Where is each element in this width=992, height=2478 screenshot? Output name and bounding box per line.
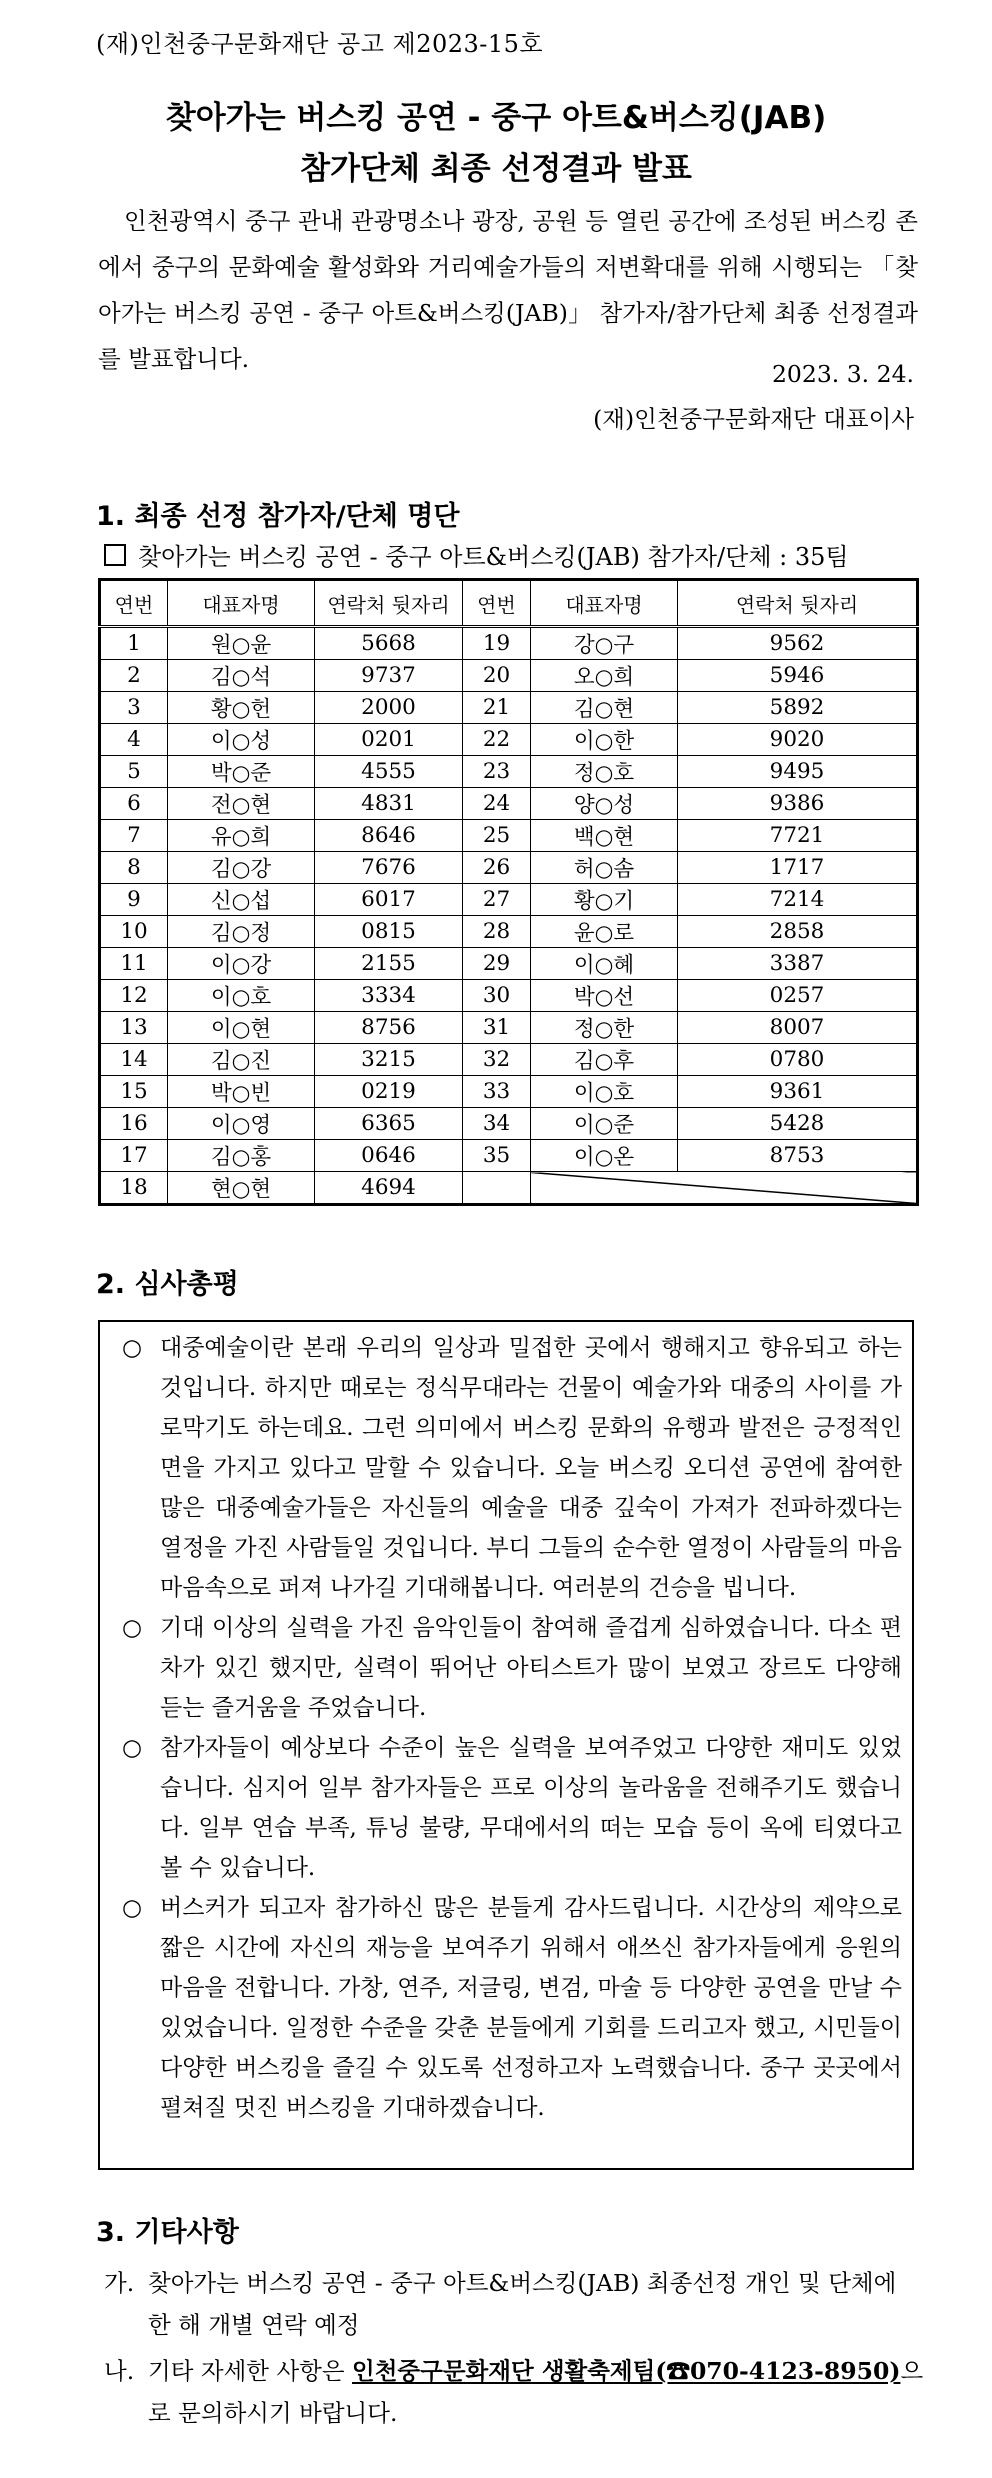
- table-row: [100, 692, 918, 724]
- table-row: [100, 1076, 918, 1108]
- table-row: [100, 1044, 918, 1076]
- etc-item-text: 찾아가는 버스킹 공연 - 중구 아트&버스킹(JAB) 최종선정 개인 및 단체에 한 해 개별 연락 예정: [148, 2269, 897, 2339]
- table-cell: 현○현: [168, 1172, 315, 1205]
- column-header: 대표자명: [168, 580, 315, 627]
- table-cell: 11: [100, 948, 168, 980]
- table-row: [100, 1172, 918, 1205]
- table-cell: 22: [463, 724, 531, 756]
- table-cell: 0780: [678, 1044, 918, 1076]
- empty-cell: [463, 1172, 531, 1205]
- table-cell: 14: [100, 1044, 168, 1076]
- table-cell: 7214: [678, 884, 918, 916]
- announcement-date: 2023. 3. 24.: [771, 360, 914, 388]
- table-cell: 김○정: [168, 916, 315, 948]
- table-cell: 이○현: [168, 1012, 315, 1044]
- table-row: [100, 916, 918, 948]
- table-cell: 34: [463, 1108, 531, 1140]
- table-cell: 이○한: [531, 724, 678, 756]
- etc-item-marker: 나.: [104, 2357, 135, 2385]
- table-cell: 5668: [315, 627, 463, 660]
- table-cell: 2858: [678, 916, 918, 948]
- table-cell: 8007: [678, 1012, 918, 1044]
- table-cell: 3: [100, 692, 168, 724]
- table-row: [100, 820, 918, 852]
- table-cell: 이○온: [531, 1140, 678, 1172]
- table-cell: 7721: [678, 820, 918, 852]
- table-cell: 8646: [315, 820, 463, 852]
- etc-item-1: [104, 2262, 924, 2346]
- table-cell: 9562: [678, 627, 918, 660]
- table-cell: 23: [463, 756, 531, 788]
- column-header: 연락처 뒷자리: [315, 580, 463, 627]
- table-cell: 원○윤: [168, 627, 315, 660]
- intro-paragraph: 인천광역시 중구 관내 관광명소나 광장, 공원 등 열린 공간에 조성된 버스킹 존에서 중구의 문화예술 활성화와 거리예술가들의 저변확대를 위해 시행되는 「찾아가는 버스킹 공연 - 중구 아트&버스킹(JAB)」 참가자/참가단체 최종 선정결과를 발표합니다.: [98, 207, 918, 373]
- table-cell: 26: [463, 852, 531, 884]
- table-cell: 0219: [315, 1076, 463, 1108]
- column-header: 연번: [463, 580, 531, 627]
- table-cell: 8: [100, 852, 168, 884]
- page-subtitle: 참가단체 최종 선정결과 발표: [300, 151, 692, 187]
- circle-bullet-icon: ○: [122, 1895, 143, 1921]
- table-cell: 29: [463, 948, 531, 980]
- table-cell: 16: [100, 1108, 168, 1140]
- etc-item-marker: 가.: [104, 2269, 135, 2297]
- table-cell: 18: [100, 1172, 168, 1205]
- table-cell: 강○구: [531, 627, 678, 660]
- table-cell: 9495: [678, 756, 918, 788]
- table-row: [100, 852, 918, 884]
- table-cell: 19: [463, 627, 531, 660]
- table-cell: 4831: [315, 788, 463, 820]
- review-list: [122, 1328, 902, 2128]
- etc-item-2: [104, 2350, 924, 2434]
- page-title: 찾아가는 버스킹 공연 - 중구 아트&버스킹(JAB): [165, 100, 827, 136]
- selected-participants-table: [98, 578, 919, 1206]
- table-cell: 이○호: [168, 980, 315, 1012]
- column-header: 연락처 뒷자리: [678, 580, 918, 627]
- empty-cell-slashed: [531, 1172, 918, 1205]
- table-cell: 김○홍: [168, 1140, 315, 1172]
- table-cell: 9361: [678, 1076, 918, 1108]
- table-cell: 박○선: [531, 980, 678, 1012]
- table-header-row: [100, 580, 918, 627]
- table-cell: 김○강: [168, 852, 315, 884]
- review-paragraph-text: 기대 이상의 실력을 가진 음악인들이 참여해 즐겁게 심하였습니다. 다소 편차가 있긴 했지만, 실력이 뛰어난 아티스트가 많이 보였고 장르도 다양해 듣는 즐거움을 주었습니다.: [160, 1615, 902, 1721]
- table-cell: 이○혜: [531, 948, 678, 980]
- roster-subheading-text: 찾아가는 버스킹 공연 - 중구 아트&버스킹(JAB) 참가자/단체 : 35팀: [138, 543, 849, 571]
- table-cell: 정○호: [531, 756, 678, 788]
- review-paragraph: [122, 1608, 902, 1728]
- notice-number: (재)인천중구문화재단 공고 제2023-15호: [96, 30, 544, 58]
- table-cell: 이○영: [168, 1108, 315, 1140]
- column-header: 연번: [100, 580, 168, 627]
- checkbox-square-icon: [104, 544, 126, 566]
- table-cell: 0815: [315, 916, 463, 948]
- section-1-heading: 1. 최종 선정 참가자/단체 명단: [96, 501, 460, 532]
- table-row: [100, 756, 918, 788]
- table-cell: 3334: [315, 980, 463, 1012]
- table-cell: 박○준: [168, 756, 315, 788]
- table-cell: 6365: [315, 1108, 463, 1140]
- review-paragraph: [122, 1728, 902, 1888]
- etc-item-text: [104, 2350, 924, 2434]
- review-paragraph: [122, 1888, 902, 2128]
- table-cell: 정○한: [531, 1012, 678, 1044]
- table-cell: 9737: [315, 660, 463, 692]
- table-cell: 김○현: [531, 692, 678, 724]
- table-cell: 백○현: [531, 820, 678, 852]
- table-cell: 3215: [315, 1044, 463, 1076]
- table-cell: 김○석: [168, 660, 315, 692]
- circle-bullet-icon: ○: [122, 1615, 143, 1641]
- table-cell: 황○헌: [168, 692, 315, 724]
- table-cell: 33: [463, 1076, 531, 1108]
- table-row: [100, 948, 918, 980]
- table-row: [100, 1140, 918, 1172]
- table-cell: 8753: [678, 1140, 918, 1172]
- table-cell: 7676: [315, 852, 463, 884]
- table-cell: 5946: [678, 660, 918, 692]
- table-cell: 이○성: [168, 724, 315, 756]
- table-cell: 박○빈: [168, 1076, 315, 1108]
- table-cell: 6: [100, 788, 168, 820]
- table-cell: 0257: [678, 980, 918, 1012]
- table-cell: 8756: [315, 1012, 463, 1044]
- table-cell: 28: [463, 916, 531, 948]
- table-cell: 신○섭: [168, 884, 315, 916]
- table-row: [100, 788, 918, 820]
- table-cell: 허○솜: [531, 852, 678, 884]
- etc-item-suffix: 으로 문의하시기 바랍니다.: [148, 2357, 924, 2427]
- table-cell: 31: [463, 1012, 531, 1044]
- table-cell: 9020: [678, 724, 918, 756]
- table-cell: 1: [100, 627, 168, 660]
- table-row: [100, 884, 918, 916]
- etc-item-prefix: 기타 자세한 사항은: [148, 2357, 353, 2385]
- table-cell: 0201: [315, 724, 463, 756]
- table-cell: 2000: [315, 692, 463, 724]
- table-cell: 김○진: [168, 1044, 315, 1076]
- table-cell: 17: [100, 1140, 168, 1172]
- table-cell: 35: [463, 1140, 531, 1172]
- table-cell: 5892: [678, 692, 918, 724]
- table-cell: 27: [463, 884, 531, 916]
- circle-bullet-icon: ○: [122, 1335, 143, 1361]
- table-cell: 양○성: [531, 788, 678, 820]
- table-row: [100, 724, 918, 756]
- table-cell: 12: [100, 980, 168, 1012]
- table-cell: 0646: [315, 1140, 463, 1172]
- column-header: 대표자명: [531, 580, 678, 627]
- table-cell: 9386: [678, 788, 918, 820]
- table-cell: 4: [100, 724, 168, 756]
- table-row: [100, 980, 918, 1012]
- table-cell: 13: [100, 1012, 168, 1044]
- table-cell: 이○강: [168, 948, 315, 980]
- table-cell: 황○기: [531, 884, 678, 916]
- table-cell: 이○준: [531, 1108, 678, 1140]
- table-cell: 5: [100, 756, 168, 788]
- section-3-heading: 3. 기타사항: [96, 2217, 239, 2248]
- table-cell: 6017: [315, 884, 463, 916]
- table-cell: 5428: [678, 1108, 918, 1140]
- table-cell: 21: [463, 692, 531, 724]
- table-cell: 25: [463, 820, 531, 852]
- table-cell: 30: [463, 980, 531, 1012]
- roster-subheading: [104, 537, 849, 572]
- table-cell: 20: [463, 660, 531, 692]
- contact-info: 인천중구문화재단 생활축제팀(☎070-4123-8950): [352, 2357, 901, 2385]
- table-row: [100, 1012, 918, 1044]
- table-cell: 15: [100, 1076, 168, 1108]
- table-cell: 7: [100, 820, 168, 852]
- table-cell: 10: [100, 916, 168, 948]
- table-cell: 유○희: [168, 820, 315, 852]
- table-cell: 9: [100, 884, 168, 916]
- table-cell: 24: [463, 788, 531, 820]
- review-paragraph-text: 참가자들이 예상보다 수준이 높은 실력을 보여주었고 다양한 재미도 있었습니다. 심지어 일부 참가자들은 프로 이상의 놀라움을 전해주기도 했습니다. 일부 연습 부족, 튜닝 불량, 무대에서의 떠는 모습 등이 옥에 티였다고 볼 수 있습니다.: [160, 1735, 902, 1881]
- table-cell: 전○현: [168, 788, 315, 820]
- table-cell: 김○후: [531, 1044, 678, 1076]
- circle-bullet-icon: ○: [122, 1735, 143, 1761]
- table-cell: 4555: [315, 756, 463, 788]
- table-row: [100, 660, 918, 692]
- table-row: [100, 627, 918, 660]
- table-cell: 2155: [315, 948, 463, 980]
- review-paragraph: [122, 1328, 902, 1608]
- table-cell: 1717: [678, 852, 918, 884]
- review-paragraph-text: 대중예술이란 본래 우리의 일상과 밀접한 곳에서 행해지고 향유되고 하는 것입니다. 하지만 때로는 정식무대라는 건물이 예술가와 대중의 사이를 가로막기도 하는데요. 그런 의미에서 버스킹 문화의 유행과 발전은 긍정적인 면을 가지고 있다고 말할 수 있습니다. 오늘 버스킹 오디션 공연에 참여한 많은 대중예술가들은 자신들의 예술을 대중 깊숙이 가져가 전파하겠다는 열정을 가진 사람들일 것입니다. 부디 그들의 순수한 열정이 사람들의 마음 마음속으로 퍼져 나가길 기대해봅니다. 여러분의 건승을 빕니다.: [160, 1335, 902, 1601]
- table-cell: 4694: [315, 1172, 463, 1205]
- section-2-heading: 2. 심사총평: [96, 1269, 239, 1300]
- table-cell: 윤○로: [531, 916, 678, 948]
- table-row: [100, 1108, 918, 1140]
- table-cell: 이○호: [531, 1076, 678, 1108]
- table-cell: 2: [100, 660, 168, 692]
- review-paragraph-text: 버스커가 되고자 참가하신 많은 분들게 감사드립니다. 시간상의 제약으로 짧은 시간에 자신의 재능을 보여주기 위해서 애쓰신 참가자들에게 응원의 마음을 전합니다. 가창, 연주, 저글링, 변검, 마술 등 다양한 공연을 만날 수 있었습니다. 일정한 수준을 갖춘 분들에게 기회를 드리고자 했고, 시민들이 다양한 버스킹을 즐길 수 있도록 선정하고자 노력했습니다. 중구 곳곳에서 펼쳐질 멋진 버스킹을 기대하겠습니다.: [160, 1895, 902, 2121]
- issuer: (재)인천중구문화재단 대표이사: [593, 405, 914, 433]
- table-cell: 32: [463, 1044, 531, 1076]
- table-cell: 3387: [678, 948, 918, 980]
- table-cell: 오○희: [531, 660, 678, 692]
